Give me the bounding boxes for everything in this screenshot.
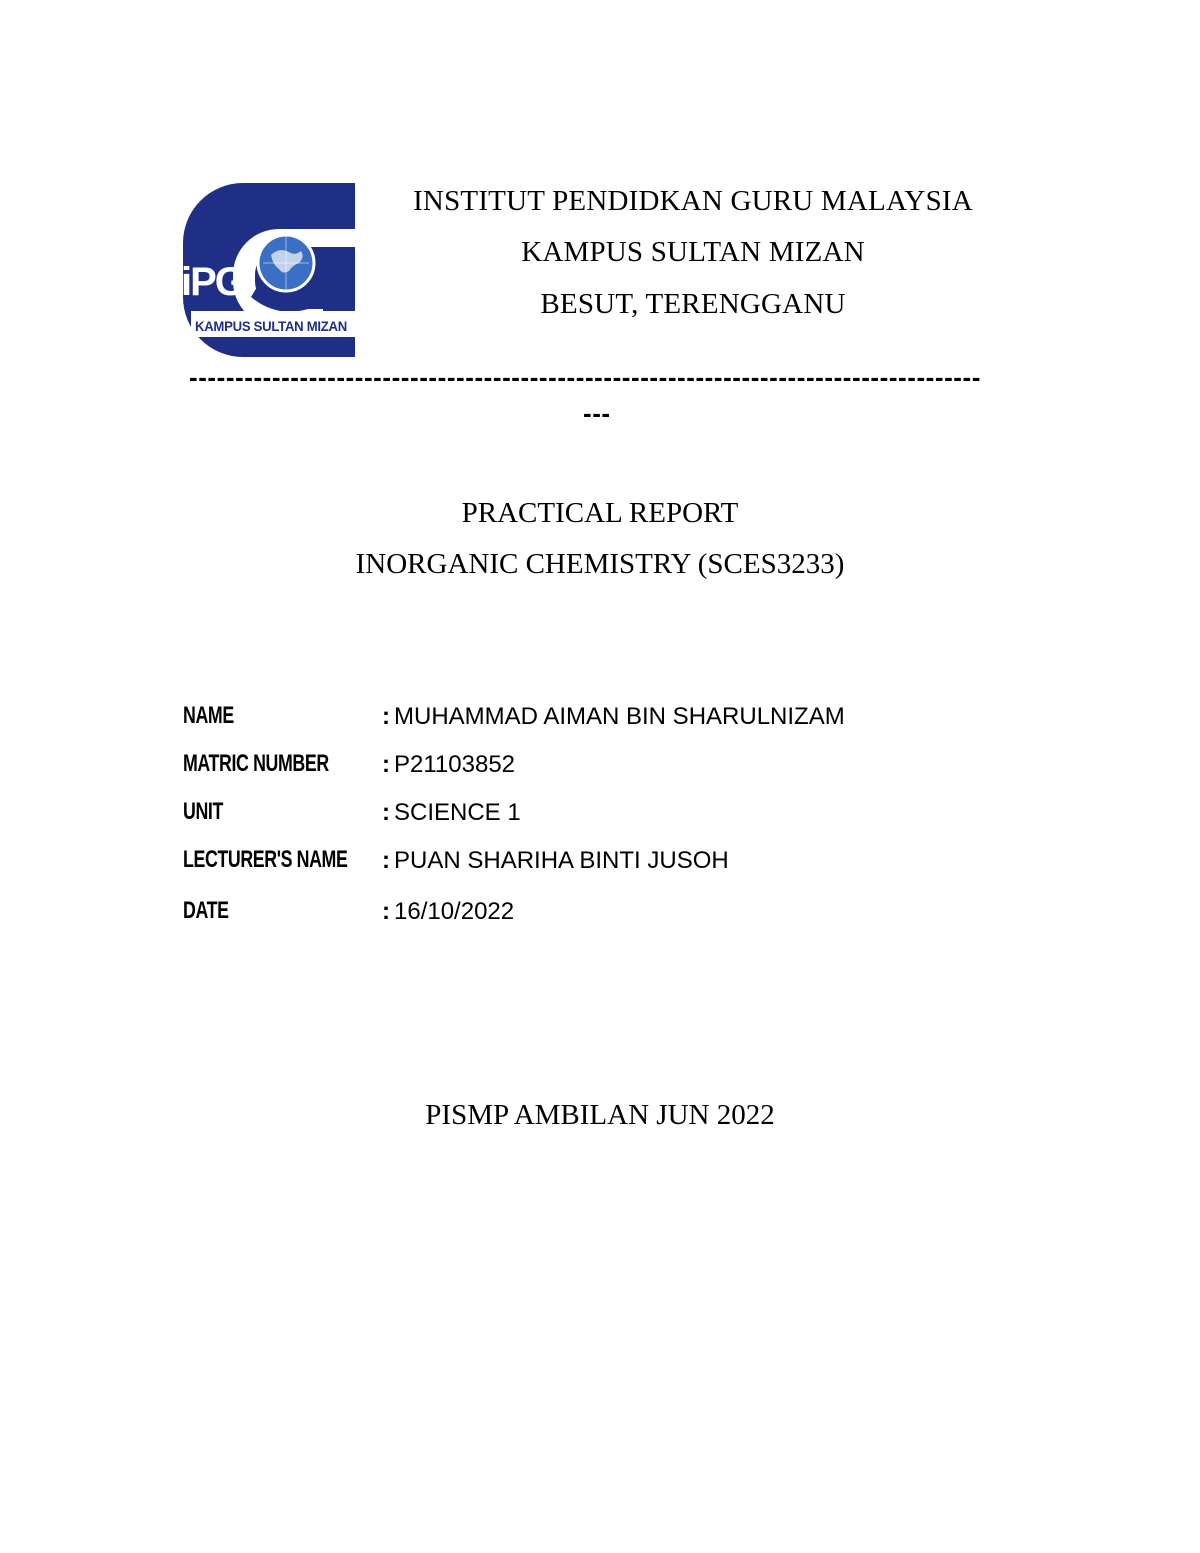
- name-label: NAME: [183, 702, 234, 729]
- date-colon: :: [382, 898, 390, 925]
- ipg-logo: [183, 183, 357, 357]
- lecturer-name-label: LECTURER'S NAME: [183, 846, 348, 873]
- name-value: MUHAMMAD AIMAN BIN SHARULNIZAM: [394, 703, 845, 730]
- date-value: 16/10/2022: [394, 898, 515, 925]
- unit-colon: :: [382, 799, 390, 826]
- matric-number-colon: :: [382, 751, 390, 778]
- logo-campus-text: KAMPUS SULTAN MIZAN: [195, 318, 348, 334]
- matric-number-label: MATRIC NUMBER: [183, 750, 329, 777]
- intake-label: PISMP AMBILAN JUN 2022: [425, 1099, 775, 1131]
- logo-monogram: iPG: [183, 260, 244, 304]
- unit-value: SCIENCE 1: [394, 799, 521, 826]
- lecturer-name-value: PUAN SHARIHA BINTI JUSOH: [394, 847, 729, 874]
- name-value-row: [382, 703, 845, 731]
- name-colon: :: [382, 703, 390, 730]
- institution-name: INSTITUT PENDIDKAN GURU MALAYSIA: [413, 185, 973, 217]
- matric-number-value: P21103852: [394, 751, 516, 778]
- campus-name: KAMPUS SULTAN MIZAN: [521, 236, 865, 268]
- campus-location: BESUT, TERENGGANU: [540, 288, 846, 320]
- report-subject: INORGANIC CHEMISTRY (SCES3233): [355, 548, 845, 580]
- separator-line: --------------------------------------------------------------------------------------: [189, 362, 981, 392]
- separator-line-continuation: ---: [583, 398, 611, 428]
- date-label: DATE: [183, 897, 229, 924]
- unit-value-row: [382, 799, 521, 827]
- matric-number-value-row: [382, 751, 515, 779]
- unit-label: UNIT: [183, 798, 223, 825]
- lecturer-name-value-row: [382, 847, 729, 875]
- lecturer-name-colon: :: [382, 847, 390, 874]
- date-value-row: [382, 898, 514, 926]
- report-title: PRACTICAL REPORT: [461, 497, 739, 529]
